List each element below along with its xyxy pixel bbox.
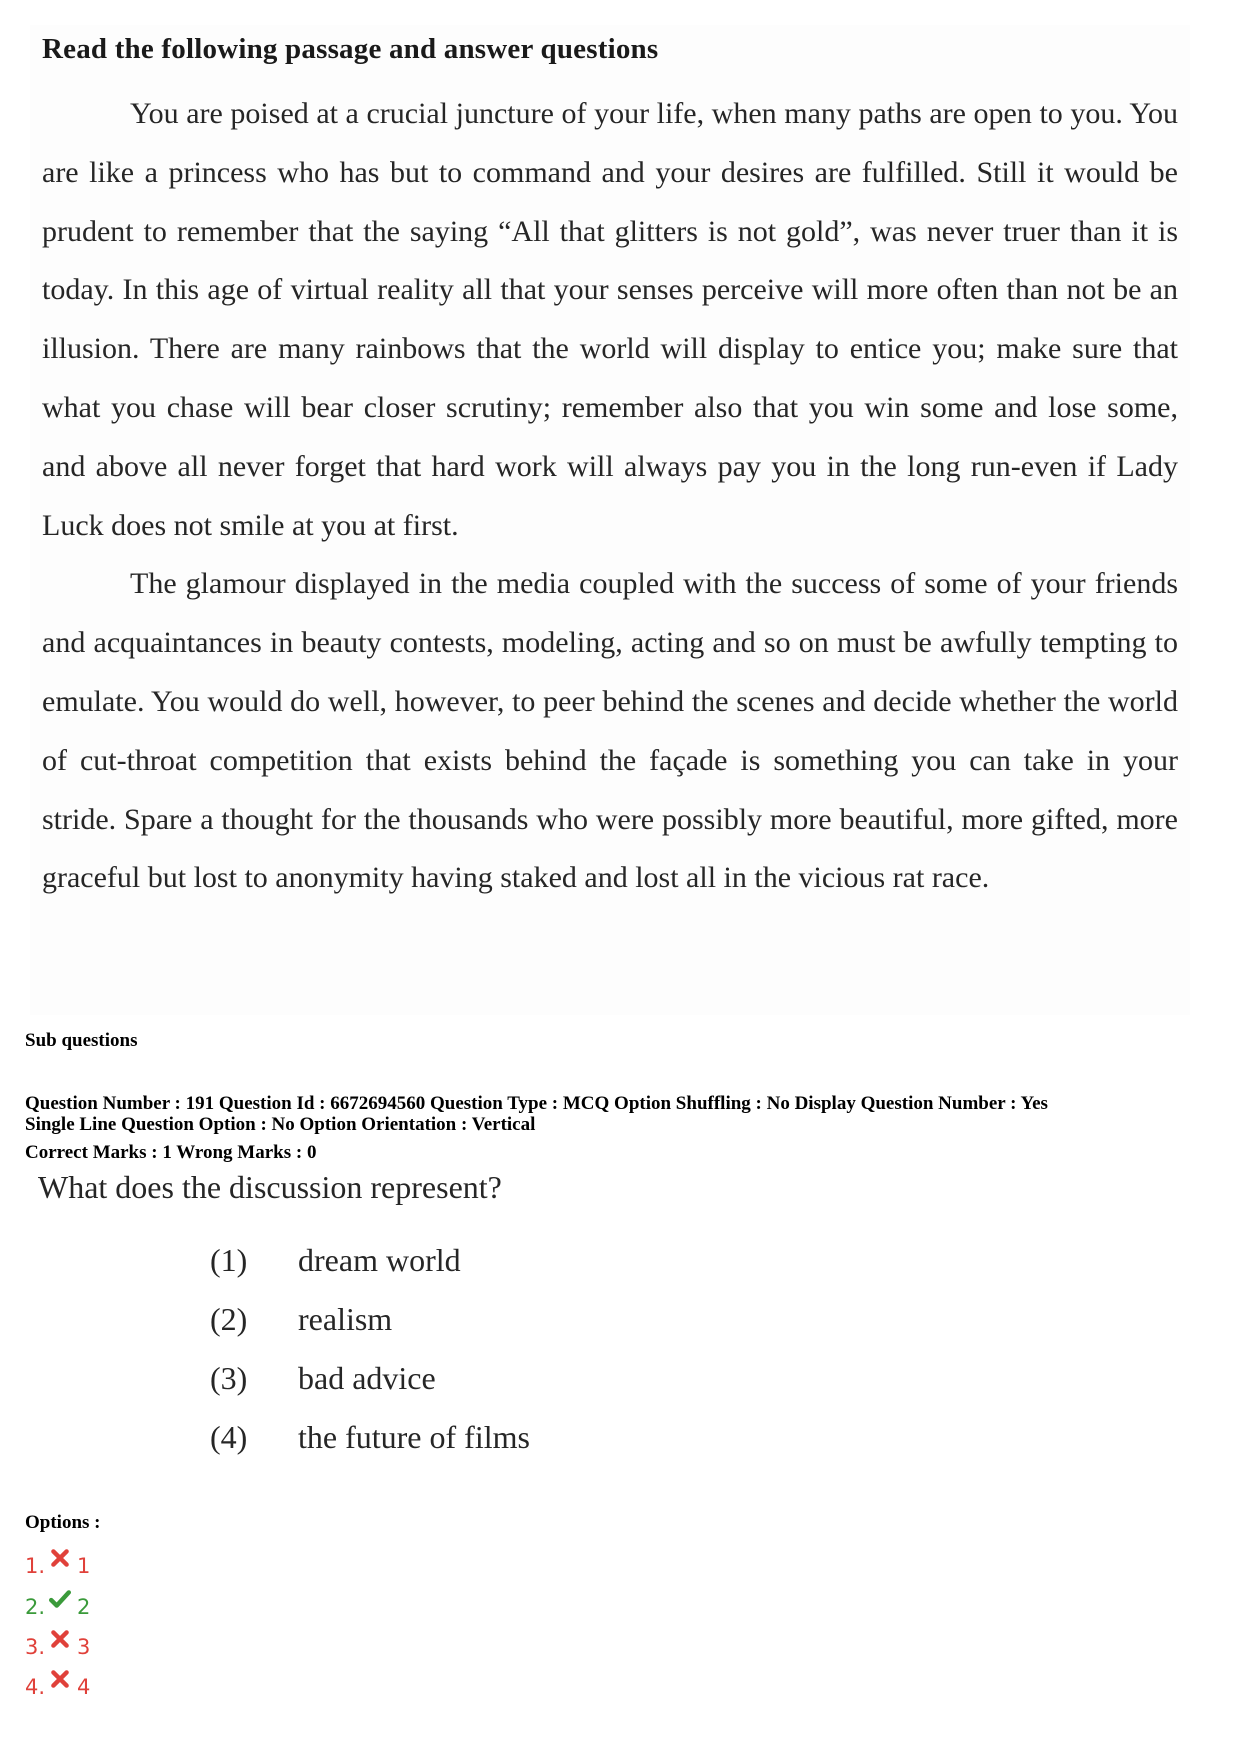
option-4 (25, 1668, 90, 1699)
choice-number: (2) (210, 1301, 248, 1337)
sub-questions-label: Sub questions (25, 1030, 138, 1051)
question-marks: Correct Marks : 1 Wrong Marks : 0 (25, 1142, 317, 1163)
option-value: 1 (77, 1554, 91, 1578)
question-meta-line-2: Single Line Question Option : No Option Orientation : Vertical (25, 1114, 536, 1135)
choice-number: (1) (210, 1242, 248, 1278)
option-index: 1. (25, 1554, 46, 1578)
question-metadata (25, 1093, 1225, 1163)
question-image (30, 1163, 730, 1483)
cross-icon (49, 1668, 71, 1690)
passage-image (30, 25, 1190, 1015)
choice-text: dream world (298, 1242, 461, 1278)
choice-2 (210, 1301, 392, 1338)
passage-body (42, 85, 1178, 908)
cross-icon (49, 1628, 71, 1650)
choice-3 (210, 1360, 436, 1397)
question-text: What does the discussion represent? (38, 1169, 502, 1205)
option-3 (25, 1628, 90, 1659)
choice-1 (210, 1242, 461, 1279)
question-meta-line-1: Question Number : 191 Question Id : 6672694560 Question Type : MCQ Option Shuffling : No Display Question Number : Yes (25, 1093, 1048, 1114)
option-1 (25, 1547, 90, 1578)
choice-text: bad advice (298, 1360, 436, 1396)
passage-paragraph-1: You are poised at a crucial juncture of your life, when many paths are open to you. You are like a princess who has but to command and your desires are fulfilled. Still it would be prudent to remember that the saying “All that glitters is not gold”, was never truer than it is today. In this age of virtual reality all that your senses perceive will more often than not be an illusion. There are many rainbows that the world will display to entice you; make sure that what you chase will bear closer scrutiny; remember also that you win some and lose some, and above all never forget that hard work will always pay you in the long run-even if Lady Luck does not smile at you at first. (42, 97, 1178, 542)
passage-heading: Read the following passage and answer questions (42, 33, 659, 65)
choice-text: the future of films (298, 1419, 530, 1455)
cross-icon (49, 1547, 71, 1569)
choice-number: (4) (210, 1419, 248, 1455)
options-label: Options : (25, 1512, 101, 1533)
option-value: 2 (77, 1595, 91, 1619)
option-index: 2. (25, 1595, 46, 1619)
option-value: 4 (77, 1675, 91, 1699)
option-2 (25, 1588, 90, 1619)
choice-number: (3) (210, 1360, 248, 1396)
option-index: 3. (25, 1635, 46, 1659)
choice-4 (210, 1419, 530, 1456)
passage-paragraph-2: The glamour displayed in the media coupled with the success of some of your friends and acquaintances in beauty contests, modeling, acting and so on must be awfully tempting to emulate. You would do well, however, to peer behind the scenes and decide whether the world of cut-throat competition that exists behind the façade is something you can take in your stride. Spare a thought for the thousands who were possibly more beautiful, more gifted, more graceful but lost to anonymity having staked and lost all in the vicious rat race. (42, 567, 1178, 895)
check-icon (49, 1588, 71, 1610)
option-index: 4. (25, 1675, 46, 1699)
choice-text: realism (298, 1301, 393, 1337)
option-value: 3 (77, 1635, 91, 1659)
